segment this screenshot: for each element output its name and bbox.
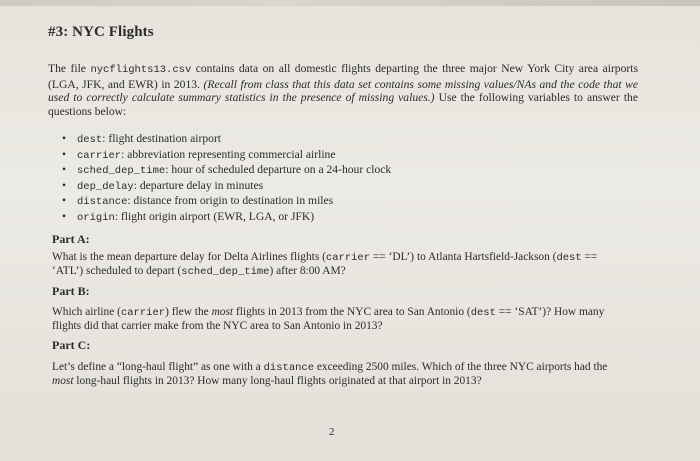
part-c-text-2: exceeding 2500 miles. Which of the three NYC airports had the [314, 361, 608, 373]
list-item [62, 194, 391, 210]
variable-name: sched_dep_time [77, 165, 166, 178]
part-c-text-1: Let’s define a “long-haul flight” as one with a [52, 361, 264, 373]
part-a-text-2: == ‘DL’) to Atlanta Hartsfield-Jackson ( [370, 251, 557, 263]
part-a-text-4: ) after 8:00 AM? [269, 265, 346, 277]
intro-suffix: Use the following variables to answer the questions below: [48, 91, 638, 118]
variable-desc: : abbreviation representing commercial airline [121, 147, 336, 161]
intro-main: contains data on all domestic flights departing the three major New York City area airports (LGA, JFK, and EWR) in 2013. [48, 62, 638, 91]
variable-name: carrier [77, 149, 122, 162]
part-b-text-1: Which airline ( [52, 306, 121, 318]
page-number: 2 [329, 426, 335, 438]
list-item [62, 210, 391, 226]
intro-filename: nycflights13.csv [90, 64, 192, 76]
variable-name: distance [77, 196, 128, 209]
part-c-text-3: long-haul flights in 2013? How many long-haul flights originated at that airport in 2013? [73, 375, 482, 387]
part-a-code-sched: sched_dep_time [181, 266, 270, 278]
list-item [62, 132, 391, 148]
part-b-text-4: == ‘SAT’)? How many flights did that carrier make from the NYC area to San Antonio in 2013? [52, 306, 605, 332]
intro-prefix: The file [48, 62, 91, 75]
part-a-code-carrier: carrier [325, 252, 371, 264]
part-b-question [52, 306, 627, 333]
page-title: #3: NYC Flights [48, 24, 154, 40]
part-c-code-distance: distance [263, 362, 315, 374]
part-b-text-2: ) flew the [165, 306, 212, 318]
list-item [62, 179, 391, 195]
variable-desc: : flight destination airport [102, 132, 222, 145]
variable-desc: : distance from origin to destination in miles [127, 194, 334, 208]
part-a-heading: Part A: [52, 232, 90, 246]
part-b-code-dest: dest [470, 307, 496, 319]
list-item [62, 148, 391, 164]
list-item [62, 163, 391, 179]
part-b-text-3: flights in 2013 from the NYC area to San Antonio ( [233, 306, 471, 318]
part-b-heading: Part B: [52, 284, 90, 298]
part-b-code-carrier: carrier [120, 307, 166, 319]
variable-list [62, 132, 391, 226]
variable-name: dep_delay [77, 180, 134, 193]
part-a-code-dest: dest [556, 252, 582, 264]
part-c-question [52, 361, 627, 388]
part-a-text-1: What is the mean departure delay for Delta Airlines flights ( [52, 251, 326, 263]
part-c-heading: Part C: [52, 338, 91, 352]
variable-desc: : flight origin airport (EWR, LGA, or JFK) [114, 209, 315, 223]
part-c-emphasis: most [52, 375, 74, 387]
part-b-emphasis: most [211, 306, 234, 318]
intro-recall: (Recall from class that this data set contains some missing values/NAs and the code that we used to correctly calculate summary statistics in the presence of missing values.) [48, 77, 638, 105]
part-a-question [52, 251, 627, 279]
part-a-text-3: == ‘ATL’) scheduled to depart ( [52, 251, 598, 277]
variable-name: origin [77, 211, 115, 224]
intro-paragraph [48, 62, 638, 118]
variable-desc: : hour of scheduled departure on a 24-hour clock [165, 163, 392, 177]
variable-desc: : departure delay in minutes [133, 178, 264, 192]
variable-name: dest [77, 134, 103, 146]
